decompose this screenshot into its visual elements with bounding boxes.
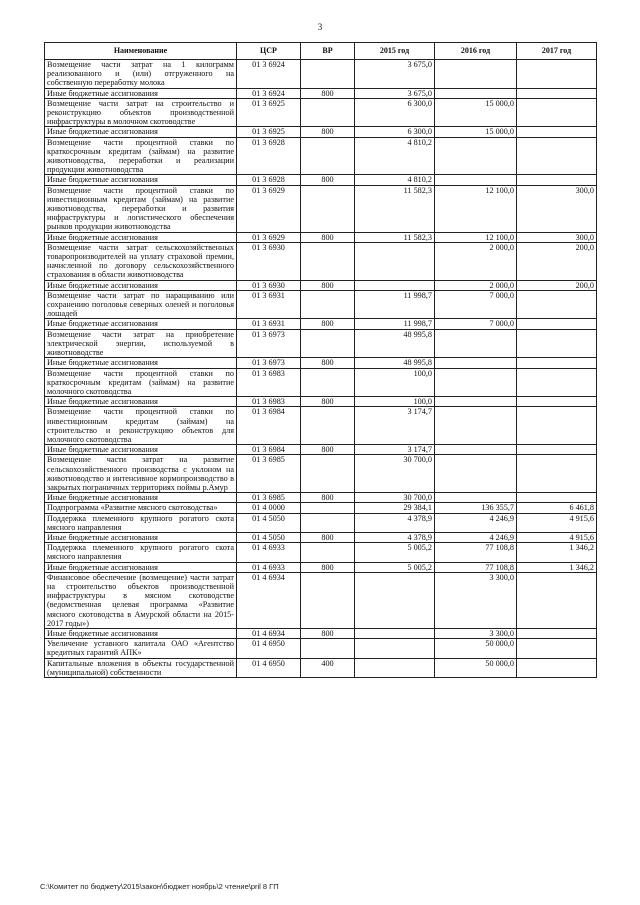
row-2017: 4 915,6 — [517, 532, 597, 542]
row-2016: 12 100,0 — [435, 232, 517, 242]
row-vr: 800 — [301, 232, 355, 242]
table-row — [45, 532, 597, 542]
row-2017 — [517, 397, 597, 407]
row-csr: 01 4 0000 — [237, 503, 301, 513]
row-vr — [301, 60, 355, 89]
row-2016 — [435, 358, 517, 368]
row-2015 — [355, 242, 435, 280]
table-row — [45, 455, 597, 493]
table-row — [45, 407, 597, 445]
table-row — [45, 513, 597, 532]
row-vr — [301, 572, 355, 628]
row-2015: 5 005,2 — [355, 543, 435, 562]
row-2017 — [517, 358, 597, 368]
table-row — [45, 639, 597, 658]
table-row — [45, 60, 597, 89]
row-2016: 50 000,0 — [435, 658, 517, 677]
row-name: Возмещение части затрат на развитие сельскохозяйственного производства с уклоном на животноводство и интенсивное кормопроизводство в закрытых пограничных территориях поймы р.Амур — [45, 455, 237, 493]
row-2015: 6 300,0 — [355, 127, 435, 137]
table-row — [45, 242, 597, 280]
row-csr: 01 3 6985 — [237, 455, 301, 493]
row-2016 — [435, 137, 517, 175]
row-csr: 01 3 6924 — [237, 60, 301, 89]
row-vr — [301, 407, 355, 445]
row-vr — [301, 290, 355, 319]
row-2015: 100,0 — [355, 368, 435, 397]
row-2017: 4 915,6 — [517, 513, 597, 532]
row-vr — [301, 543, 355, 562]
row-2017 — [517, 572, 597, 628]
row-csr: 01 4 6934 — [237, 572, 301, 628]
table-row — [45, 232, 597, 242]
row-csr: 01 3 6983 — [237, 368, 301, 397]
table-row — [45, 493, 597, 503]
row-vr — [301, 98, 355, 127]
row-name: Иные бюджетные ассигнования — [45, 445, 237, 455]
row-csr: 01 3 6985 — [237, 493, 301, 503]
row-2016: 2 000,0 — [435, 280, 517, 290]
row-2017 — [517, 493, 597, 503]
row-2016 — [435, 175, 517, 185]
row-2016 — [435, 455, 517, 493]
row-2015: 5 005,2 — [355, 562, 435, 572]
row-name: Иные бюджетные ассигнования — [45, 175, 237, 185]
row-name: Возмещение части процентной ставки по инвестиционным кредитам (займам) на развитие животноводства, переработки и развития инфраструктуры и логистического обеспечения рынков продукции животноводства — [45, 185, 237, 232]
row-2016: 3 300,0 — [435, 628, 517, 638]
row-vr: 800 — [301, 562, 355, 572]
row-2015: 6 300,0 — [355, 98, 435, 127]
table-row — [45, 175, 597, 185]
row-name: Возмещение части процентной ставки по краткосрочным кредитам (займам) на развитие животноводства, переработки и реализации продукции животноводства — [45, 137, 237, 175]
file-path-footer: C:\Комитет по бюджету\2015\закон\бюджет ноябрь\2 чтение\pril 8 ГП — [40, 882, 279, 891]
row-vr: 800 — [301, 445, 355, 455]
row-2017 — [517, 455, 597, 493]
row-csr: 01 3 6925 — [237, 98, 301, 127]
row-name: Поддержка племенного крупного рогатого скота мясного направления — [45, 543, 237, 562]
table-row — [45, 127, 597, 137]
table-row — [45, 368, 597, 397]
row-name: Иные бюджетные ассигнования — [45, 319, 237, 329]
row-2017 — [517, 137, 597, 175]
row-vr: 800 — [301, 628, 355, 638]
row-vr: 800 — [301, 88, 355, 98]
row-2015 — [355, 658, 435, 677]
row-vr: 800 — [301, 319, 355, 329]
column-header-2015: 2015 год — [355, 43, 435, 60]
row-2016: 136 355,7 — [435, 503, 517, 513]
row-name: Иные бюджетные ассигнования — [45, 532, 237, 542]
row-vr — [301, 242, 355, 280]
row-csr: 01 4 6934 — [237, 628, 301, 638]
table-row — [45, 290, 597, 319]
table-row — [45, 628, 597, 638]
row-csr: 01 3 6984 — [237, 407, 301, 445]
budget-table — [44, 42, 597, 678]
row-2016: 12 100,0 — [435, 185, 517, 232]
table-row — [45, 445, 597, 455]
row-name: Иные бюджетные ассигнования — [45, 127, 237, 137]
row-2017 — [517, 368, 597, 397]
row-csr: 01 3 6930 — [237, 280, 301, 290]
row-2017 — [517, 658, 597, 677]
row-2016 — [435, 397, 517, 407]
row-2015: 11 998,7 — [355, 319, 435, 329]
row-name: Возмещение части затрат сельскохозяйственных товаропроизводителей на уплату страховой премии, начисленной по договору сельскохозяйственного страхования в области животноводства — [45, 242, 237, 280]
row-2015: 100,0 — [355, 397, 435, 407]
row-name: Возмещение части процентной ставки по инвестиционным кредитам (займам) на строительство и реконструкцию объектов для молочного скотоводства — [45, 407, 237, 445]
table-row — [45, 562, 597, 572]
row-2015: 11 582,3 — [355, 232, 435, 242]
row-2016: 77 108,8 — [435, 543, 517, 562]
row-2015: 30 700,0 — [355, 493, 435, 503]
table-row — [45, 185, 597, 232]
row-name: Иные бюджетные ассигнования — [45, 358, 237, 368]
row-2015: 48 995,8 — [355, 329, 435, 358]
row-2017 — [517, 175, 597, 185]
row-2015: 4 378,9 — [355, 532, 435, 542]
table-row — [45, 358, 597, 368]
row-2017 — [517, 88, 597, 98]
row-2017 — [517, 319, 597, 329]
row-2017 — [517, 98, 597, 127]
row-csr: 01 3 6928 — [237, 137, 301, 175]
row-name: Иные бюджетные ассигнования — [45, 562, 237, 572]
row-csr: 01 4 6950 — [237, 658, 301, 677]
table-row — [45, 88, 597, 98]
row-2016: 4 246,9 — [435, 513, 517, 532]
row-2016 — [435, 329, 517, 358]
row-csr: 01 4 6933 — [237, 562, 301, 572]
row-csr: 01 4 5050 — [237, 513, 301, 532]
row-2016 — [435, 368, 517, 397]
row-2017 — [517, 329, 597, 358]
row-2015 — [355, 628, 435, 638]
row-csr: 01 3 6929 — [237, 232, 301, 242]
row-2015: 3 174,7 — [355, 407, 435, 445]
row-name: Иные бюджетные ассигнования — [45, 232, 237, 242]
row-vr — [301, 503, 355, 513]
row-csr: 01 4 6950 — [237, 639, 301, 658]
row-2017: 300,0 — [517, 185, 597, 232]
row-vr: 400 — [301, 658, 355, 677]
row-name: Финансовое обеспечение (возмещение) части затрат на строительство объектов производственной инфраструктуры в мясном скотоводстве (ведомственная целевая программа «Развитие мясного скотоводства в Амурской области на 2015-2017 годы») — [45, 572, 237, 628]
row-2017: 6 461,8 — [517, 503, 597, 513]
row-name: Иные бюджетные ассигнования — [45, 628, 237, 638]
row-vr: 800 — [301, 175, 355, 185]
row-vr — [301, 513, 355, 532]
row-2017: 200,0 — [517, 280, 597, 290]
row-vr: 800 — [301, 358, 355, 368]
row-2016 — [435, 60, 517, 89]
row-name: Иные бюджетные ассигнования — [45, 280, 237, 290]
row-csr: 01 3 6984 — [237, 445, 301, 455]
row-2015: 11 998,7 — [355, 290, 435, 319]
row-2016 — [435, 445, 517, 455]
table-row — [45, 319, 597, 329]
row-2016 — [435, 407, 517, 445]
row-vr: 800 — [301, 397, 355, 407]
table-row — [45, 503, 597, 513]
row-2015: 30 700,0 — [355, 455, 435, 493]
table-row — [45, 658, 597, 677]
row-csr: 01 3 6928 — [237, 175, 301, 185]
row-2017 — [517, 407, 597, 445]
table-row — [45, 329, 597, 358]
row-2015 — [355, 572, 435, 628]
row-vr: 800 — [301, 493, 355, 503]
row-2016: 4 246,9 — [435, 532, 517, 542]
row-2015: 4 810,2 — [355, 137, 435, 175]
row-vr — [301, 368, 355, 397]
row-2015: 3 174,7 — [355, 445, 435, 455]
row-2015: 4 378,9 — [355, 513, 435, 532]
row-2017: 300,0 — [517, 232, 597, 242]
row-2015: 3 675,0 — [355, 60, 435, 89]
row-2015 — [355, 280, 435, 290]
row-csr: 01 3 6924 — [237, 88, 301, 98]
table-row — [45, 98, 597, 127]
row-2016: 7 000,0 — [435, 290, 517, 319]
row-name: Возмещение части процентной ставки по краткосрочным кредитам (займам) на развитие молочного скотоводства — [45, 368, 237, 397]
row-2016: 77 108,8 — [435, 562, 517, 572]
column-header-2017: 2017 год — [517, 43, 597, 60]
row-csr: 01 3 6930 — [237, 242, 301, 280]
row-2016 — [435, 88, 517, 98]
row-csr: 01 3 6925 — [237, 127, 301, 137]
row-vr — [301, 185, 355, 232]
column-header-vr: ВР — [301, 43, 355, 60]
row-2016: 15 000,0 — [435, 127, 517, 137]
row-name: Иные бюджетные ассигнования — [45, 88, 237, 98]
row-name: Капитальные вложения в объекты государственной (муниципальной) собственности — [45, 658, 237, 677]
row-csr: 01 3 6931 — [237, 290, 301, 319]
row-csr: 01 3 6973 — [237, 358, 301, 368]
column-header-name: Наименование — [45, 43, 237, 60]
row-name: Поддержка племенного крупного рогатого скота мясного направления — [45, 513, 237, 532]
row-csr: 01 3 6931 — [237, 319, 301, 329]
row-2015: 3 675,0 — [355, 88, 435, 98]
row-2016: 7 000,0 — [435, 319, 517, 329]
row-2016: 3 300,0 — [435, 572, 517, 628]
table-row — [45, 280, 597, 290]
column-header-2016: 2016 год — [435, 43, 517, 60]
table-row — [45, 543, 597, 562]
row-name: Увеличение уставного капитала ОАО «Агентство кредитных гарантий АПК» — [45, 639, 237, 658]
row-2017: 1 346,2 — [517, 543, 597, 562]
row-2015: 11 582,3 — [355, 185, 435, 232]
column-header-csr: ЦСР — [237, 43, 301, 60]
row-2016: 50 000,0 — [435, 639, 517, 658]
row-2017 — [517, 628, 597, 638]
row-2016: 15 000,0 — [435, 98, 517, 127]
row-name: Возмещение части затрат на 1 килограмм реализованного и (или) отгруженного на собственную переработку молока — [45, 60, 237, 89]
row-2017 — [517, 639, 597, 658]
row-2015: 48 995,8 — [355, 358, 435, 368]
row-name: Иные бюджетные ассигнования — [45, 493, 237, 503]
table-header-row — [45, 43, 597, 60]
row-2015 — [355, 639, 435, 658]
row-csr: 01 4 6933 — [237, 543, 301, 562]
row-csr: 01 3 6929 — [237, 185, 301, 232]
row-vr: 800 — [301, 127, 355, 137]
row-vr — [301, 329, 355, 358]
row-2017 — [517, 60, 597, 89]
row-name: Иные бюджетные ассигнования — [45, 397, 237, 407]
row-2017 — [517, 445, 597, 455]
row-2016 — [435, 493, 517, 503]
row-vr — [301, 137, 355, 175]
table-row — [45, 137, 597, 175]
row-vr — [301, 639, 355, 658]
page-number: 3 — [317, 22, 323, 32]
row-2017: 1 346,2 — [517, 562, 597, 572]
row-name: Возмещение части затрат по наращиванию или сохранению поголовья северных оленей и поголовья лошадей — [45, 290, 237, 319]
row-2017: 200,0 — [517, 242, 597, 280]
row-vr — [301, 455, 355, 493]
row-csr: 01 4 5050 — [237, 532, 301, 542]
row-name: Возмещение части затрат на приобретение электрической энергии, используемой в животноводстве — [45, 329, 237, 358]
row-name: Возмещение части затрат на строительство и реконструкцию объектов производственной инфраструктуры в молочном скотоводстве — [45, 98, 237, 127]
row-vr: 800 — [301, 532, 355, 542]
table-row — [45, 397, 597, 407]
row-csr: 01 3 6973 — [237, 329, 301, 358]
row-2015: 4 810,2 — [355, 175, 435, 185]
row-csr: 01 3 6983 — [237, 397, 301, 407]
row-vr: 800 — [301, 280, 355, 290]
row-2017 — [517, 290, 597, 319]
row-2015: 29 384,1 — [355, 503, 435, 513]
row-2016: 2 000,0 — [435, 242, 517, 280]
table-row — [45, 572, 597, 628]
row-2017 — [517, 127, 597, 137]
row-name: Подпрограмма «Развитие мясного скотоводства» — [45, 503, 237, 513]
